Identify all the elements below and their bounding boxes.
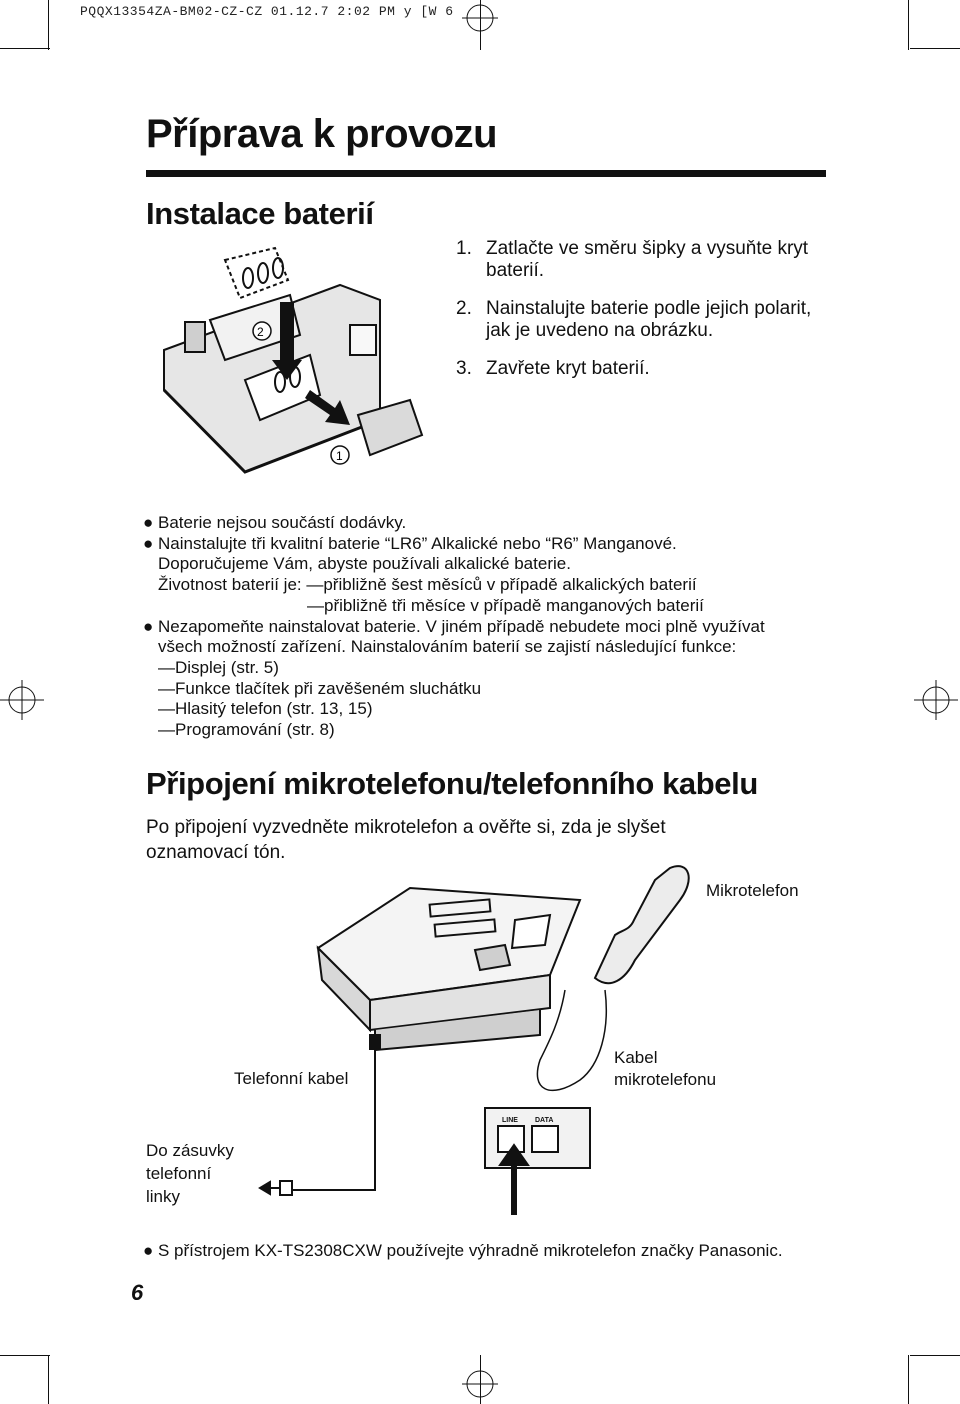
bullet-item: ● Nezapomeňte nainstalovat baterie. V jiném případě nebudete moci plně využívat [143,616,765,636]
label-handset-cord-2: mikrotelefonu [614,1070,717,1089]
title-rule [146,170,826,177]
label-line-cord: Telefonní kabel [234,1069,349,1088]
connect-intro: Po připojení vyzvedněte mikrotelefon a ověřte si, zda je slyšet oznamovací tón. [146,817,666,863]
step-text: Nainstalujte baterie podle jejich polarit, jak je uvedeno na obrázku. [486,298,812,341]
battery-installation-figure [150,240,440,480]
function-item: —Programování (str. 8) [158,720,335,740]
step-text: Zavřete kryt baterií. [486,358,650,379]
jack-data-label: DATA [535,1117,554,1124]
battery-notes [143,513,843,741]
step-text: Zatlačte ve směru šipky a vysuňte kryt baterií. [486,238,809,281]
step-item [456,298,826,342]
handset-note: ● S přístrojem KX-TS2308CXW používejte výhradně mikrotelefon značky Panasonic. [143,1241,783,1260]
step-marker-1: 1 [336,449,343,463]
label-handset: Mikrotelefon [706,881,799,900]
step-number: 1. [456,238,472,259]
label-wall-2: telefonní [146,1164,212,1183]
bullet-icon: ● [143,513,154,532]
bullet-item: ● Baterie nejsou součástí dodávky. [143,513,407,532]
function-item: —Displej (str. 5) [158,657,279,677]
bullet-icon: ● [143,533,154,553]
battery-life-manganese: —přibližně tři měsíce v případě manganových baterií [307,595,704,615]
bullet-continuation: Doporučujeme Vám, abyste používali alkalické baterie. [158,554,571,574]
step-number: 2. [456,298,472,319]
step-item [456,238,826,282]
page-title: Příprava k provozu [146,112,498,156]
bullet-icon: ● [143,616,154,636]
label-wall-1: Do zásuvky [146,1141,234,1160]
step-item [456,358,826,380]
battery-section-title: Instalace baterií [146,196,374,231]
bullet-item: ● Nainstalujte tři kvalitní baterie “LR6” Alkalické nebo “R6” Manganové. [143,533,677,553]
battery-steps [456,238,826,396]
battery-life-alkaline: Životnost baterií je: —přibližně šest měsíců v případě alkalických baterií [158,575,697,595]
step-number: 3. [456,358,472,379]
label-wall-3: linky [146,1187,181,1206]
bullet-icon: ● [143,1241,154,1260]
bullet-continuation: všech možností zařízení. Nainstalováním baterií se zajistí následující funkce: [158,637,737,657]
label-handset-cord-1: Kabel [614,1048,658,1067]
print-header: PQQX13354ZA-BM02-CZ-CZ 01.12.7 2:02 PM y [W 6 [80,4,454,19]
step-marker-2: 2 [257,325,264,339]
function-item: —Hlasitý telefon (str. 13, 15) [158,699,373,719]
connect-section-title: Připojení mikrotelefonu/telefonního kabelu [146,766,758,801]
page-number: 6 [131,1280,144,1305]
function-item: —Funkce tlačítek při zavěšeném sluchátku [158,678,482,698]
jack-line-label: LINE [502,1117,518,1124]
connection-figure [250,860,770,1230]
